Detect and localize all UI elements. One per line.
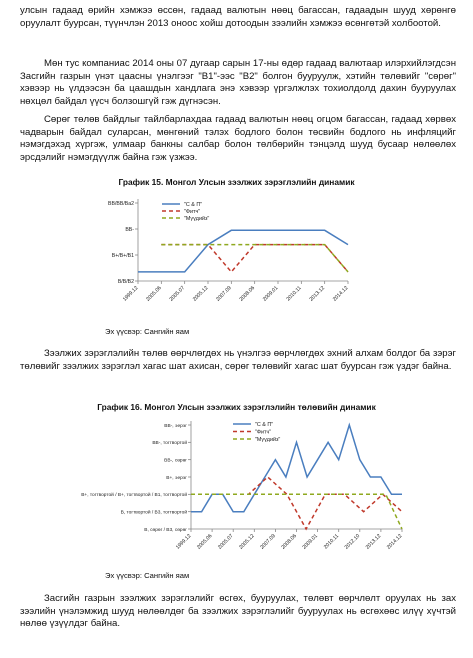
x-tick-label: 2010.11 (285, 285, 303, 303)
x-tick-label: 2005.06 (196, 533, 214, 551)
y-tick-label: BB-, сөрөг (164, 458, 187, 464)
x-tick-label: 2007.09 (259, 533, 277, 551)
y-tick-label: B+/B+/B1 (111, 252, 134, 259)
y-tick-label: B, сөрөг / B3, сөрөг (144, 527, 187, 533)
x-tick-label: 2013.12 (364, 533, 383, 551)
chart-15 (80, 193, 410, 318)
figure-15-source: Эх үүсвэр: Сангийн яам (105, 327, 190, 336)
series-line-sp (191, 425, 402, 512)
x-tick-label: 2009.01 (301, 533, 320, 551)
y-tick-label: BB-, эерэг (164, 423, 187, 429)
legend-label: "С & П" (184, 202, 203, 208)
chart-16 (55, 417, 425, 562)
y-tick-label: B, тогтвортой / B3, тогтвортой (120, 510, 187, 516)
series-line-moodys (161, 245, 348, 272)
paragraph-4: Зээлжих зэрэглэлийн төлөв өөрчлөгдөх нь үнэлгээ өөрчлөгдөх эхний алхам болдог ба зэрэг төлөвийг зээлжих зэрэглэл хагас шат ахисан, сөрөг төлөвийг хагас шат буурсан гэж үздэг байна. (20, 348, 456, 372)
y-tick-label: B+, эерэг (166, 475, 187, 481)
x-tick-label: 2014.12 (331, 285, 350, 303)
x-tick-label: 2007.09 (215, 285, 233, 303)
legend-label: "Фитч" (255, 429, 272, 436)
paragraph-1: улсын гадаад өрийн хэмжээ өссөн, гадаад валютын нөөц багассан, гадаадын шууд хөрөнгө оруулалт буурсан, түүнчлэн 2013 оноос хойш дотоодын зээлийн хэмжээ өсөнгөтэй холбоотой. (20, 5, 456, 29)
x-tick-label: 2010.11 (322, 533, 341, 551)
legend-label: "С & П" (255, 422, 274, 428)
paragraph-5: Засгийн газрын зээлжих зэрэглэлийг өсгөх, бууруулах, төлөвт өөрчлөлт оруулах нь зах зээлийн үнэлэмжид шууд нөлөөлдөг ба зээлжих зэрэглэлийг бууруулах нь өсгөхөөс илүү хүчтэй нөлөө үзүүлдэг байна. (20, 593, 456, 630)
x-tick-label: 2013.12 (308, 285, 327, 303)
x-tick-label: 2012.10 (343, 533, 362, 551)
x-tick-label: 2005.07 (217, 533, 235, 551)
y-tick-label: B/B/B2 (117, 278, 134, 285)
legend-label: "Фитч" (184, 209, 201, 215)
paragraph-3: Сөрөг төлөв байдлыг тайлбарлахдаа гадаад валютын нөөц огцом багассан, гадаад хөрвөх чадварын байдал суларсан, мөнгөний тэлэх бодлого болон төсвийн бодлого нь инфляцийг нэмэгдэхэд хүргэж, улмаар банкны салбар болон төлбөрийн тэнцэлд шууд бусаар нөлөөлөх эрсдэлийг нэмэгдүүлж байна гэж үзжээ. (20, 114, 456, 163)
figure-16-source: Эх үүсвэр: Сангийн яам (105, 571, 190, 580)
x-tick-label: 2005.07 (168, 285, 187, 303)
y-tick-label: BB-, тогтвортой (152, 441, 187, 447)
figure-15-caption: График 15. Монгол Улсын зээлжих зэрэглэлийн динамик (118, 177, 355, 187)
x-tick-label: 2008.06 (280, 533, 298, 551)
x-tick-label: 2014.12 (385, 533, 404, 551)
y-tick-label: BB- (125, 226, 134, 233)
x-tick-label: 1999.12 (174, 533, 193, 551)
y-tick-label: B+, тогтвортой / B+, тогтвортой / B1, тогтвортой (81, 493, 187, 499)
series-line-sp (138, 230, 348, 272)
legend-label: "Мүүдийз" (184, 216, 210, 222)
x-tick-label: 2005.06 (145, 285, 163, 303)
x-tick-label: 2009.01 (261, 285, 280, 303)
figure-16-caption: График 16. Монгол Улсын зээлжих зэрэглэлийн төлөвийн динамик (97, 402, 376, 412)
paragraph-2: Мөн тус компаниас 2014 оны 07 дугаар сарын 17-ны өдөр гадаад валютаар илэрхийлэгдсэн Засгийн газрын үнэт цаасны үнэлгээг "В1"-ээс "В2" болгон бууруулж, хэтийн төлөвийг "сөрөг" хэвээр нь үлдээсэн ба цаашдын хандлага энэ хэвээр үргэлжлэх тохиолдолд дахин бууруулах нөхцөл байдал үүсч болзошгүй гэж дүгнэсэн. (20, 58, 456, 107)
x-tick-label: 2005.12 (191, 285, 210, 303)
x-tick-label: 2005.12 (238, 533, 256, 551)
x-tick-label: 2008.06 (238, 285, 257, 303)
x-tick-label: 1999.12 (121, 285, 140, 303)
legend-label: "Мүүдийз" (255, 437, 281, 443)
series-line-fitch (161, 245, 348, 272)
series-line-fitch (191, 477, 402, 529)
y-tick-label: BB/BB/Ba2 (108, 200, 134, 207)
